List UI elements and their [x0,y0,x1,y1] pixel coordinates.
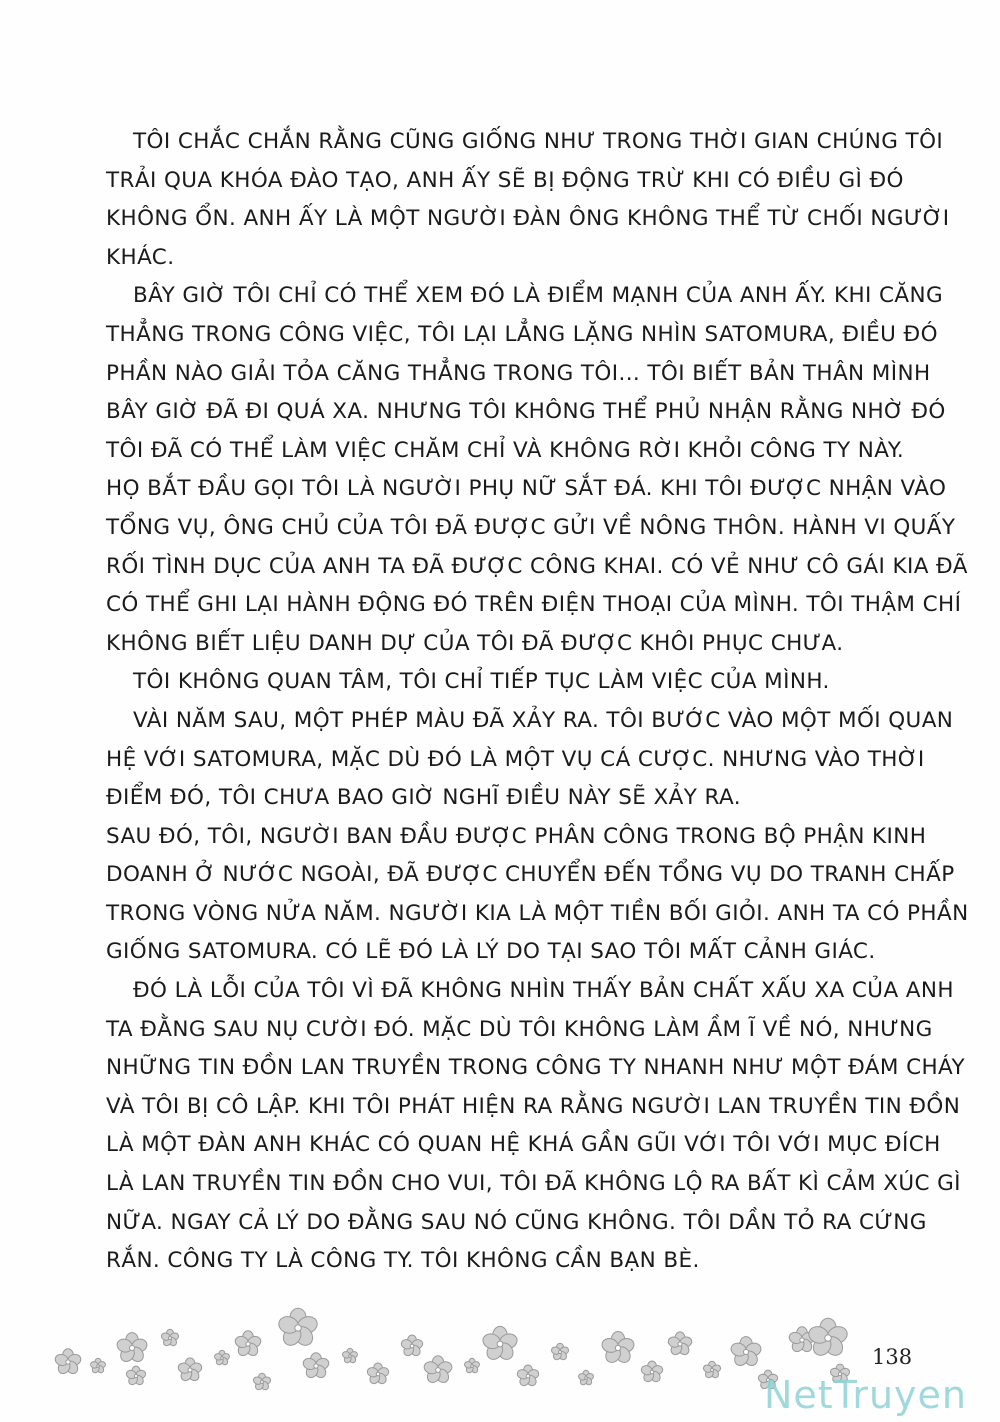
text-line: ĐÓ LÀ LỖI CỦA TÔI VÌ ĐÃ KHÔNG NHÌN THẤY BẢN CHẤT XẤU XA CỦA ANH [133,978,954,1004]
flower-icon [214,1350,231,1366]
flower-icon [640,1361,664,1384]
text-line: TÔI KHÔNG QUAN TÂM, TÔI CHỈ TIẾP TỤC LÀM VIỆC CỦA MÌNH. [133,669,830,695]
flower-icon [703,1361,722,1379]
flower-icon [516,1365,540,1388]
flower-border-decoration [40,1300,860,1395]
text-line: VÀI NĂM SAU, MỘT PHÉP MÀU ĐÃ XẢY RA. TÔI BƯỚC VÀO MỘT MỐI QUAN [133,707,954,733]
flower-icon [115,1333,148,1365]
text-line: TA ĐẰNG SAU NỤ CƯỜI ĐÓ. MẶC DÙ TÔI KHÔNG LÀM ẦM Ĩ VỀ NÓ, NHƯNG [106,1016,933,1042]
flower-icon [277,1308,320,1349]
flower-icon [464,1358,481,1374]
flower-icon [481,1326,519,1362]
text-line: THẲNG TRONG CÔNG VIỆC, TÔI LẠI LẲNG LẶNG NHÌN SATOMURA, ĐIỀU ĐÓ [106,321,938,347]
flower-icon [807,1318,850,1359]
text-line: DOANH Ở NƯỚC NGOÀI, ĐÃ ĐƯỢC CHUYỂN ĐẾN TỔNG VỤ DO TRANH CHẤP [106,862,955,888]
body-text [106,123,969,1281]
text-line: LÀ LAN TRUYỀN TIN ĐỒN CHO VUI, TÔI ĐÃ KHÔNG LỘ RA BẤT KÌ CẢM XÚC GÌ [106,1171,961,1197]
text-line: ĐIỂM ĐÓ, TÔI CHƯA BAO GIỜ NGHĨ ĐIỀU NÀY SẼ XẢY RA. [106,785,741,811]
text-line: GIỐNG SATOMURA. CÓ LẼ ĐÓ LÀ LÝ DO TẠI SAO TÔI MẤT CẢNH GIÁC. [106,939,876,965]
text-line: NHỮNG TIN ĐỒN LAN TRUYỀN TRONG CÔNG TY NHANH NHƯ MỘT ĐÁM CHÁY [106,1055,966,1081]
flower-icon [90,1358,107,1374]
flower-icon [729,1337,762,1369]
page-number: 138 [872,1345,913,1369]
flower-icon [54,1349,82,1376]
flower-icon [177,1358,203,1383]
flower-icon [600,1332,636,1366]
text-line: KHÔNG ỔN. ANH ẤY LÀ MỘT NGƯỜI ĐÀN ÔNG KHÔNG THỂ TỪ CHỐI NGƯỜI [106,206,950,232]
text-line: TÔI CHẮC CHẮN RẰNG CŨNG GIỐNG NHƯ TRONG THỜI GIAN CHÚNG TÔI [133,129,944,154]
flower-icon [161,1329,180,1347]
text-line: RỐI TÌNH DỤC CỦA ANH TA ĐÃ ĐƯỢC CÔNG KHAI. CÓ VẺ NHƯ CÔ GÁI KIA ĐÃ [106,553,968,579]
flower-border-svg [40,1300,860,1395]
text-line: KHÔNG BIẾT LIỆU DANH DỰ CỦA TÔI ĐÃ ĐƯỢC KHÔI PHỤC CHƯA. [106,630,844,656]
text-line: KHÁC. [106,244,175,270]
flower-icon [234,1331,262,1358]
text-line: TỔNG VỤ, ÔNG CHỦ CỦA TÔI ĐÃ ĐƯỢC GỬI VỀ NÔNG THÔN. HÀNH VI QUẤY [106,514,956,540]
text-line: TRẢI QUA KHÓA ĐÀO TẠO, ANH ẤY SẼ BỊ ĐỘNG TRỪ KHI CÓ ĐIỀU GÌ ĐÓ [106,167,904,193]
text-line: RẮN. CÔNG TY LÀ CÔNG TY. TÔI KHÔNG CẦN BẠN BÈ. [106,1248,700,1274]
flower-icon [366,1363,390,1386]
text-line: HỆ VỚI SATOMURA, MẶC DÙ ĐÓ LÀ MỘT VỤ CÁ CƯỢC. NHƯNG VÀO THỜI [106,746,925,772]
text-line: HỌ BẮT ĐẦU GỌI TÔI LÀ NGƯỜI PHỤ NỮ SẮT ĐÁ. KHI TÔI ĐƯỢC NHẬN VÀO [106,476,947,502]
flower-icon [667,1332,693,1357]
flower-icon [253,1373,272,1391]
text-line: TÔI ĐÃ CÓ THỂ LÀM VIỆC CHĂM CHỈ VÀ KHÔNG RỜI KHỎI CÔNG TY NÀY. [106,437,905,463]
text-line: LÀ MỘT ĐÀN ANH KHÁC CÓ QUAN HỆ KHÁ GẦN GŨI VỚI TÔI VỚI MỤC ĐÍCH [106,1132,941,1158]
text-line: PHẦN NÀO GIẢI TỎA CĂNG THẲNG TRONG TÔI... TÔI BIẾT BẢN THÂN MÌNH [106,360,931,386]
flower-icon [342,1348,359,1364]
flower-icon [302,1353,330,1380]
flower-icon [125,1366,146,1386]
flower-icon [578,1370,595,1386]
text-line: TRONG VÒNG NỬA NĂM. NGƯỜI KIA LÀ MỘT TIỀN BỐI GIỎI. ANH TA CÓ PHẦN [106,900,969,926]
flower-icon [400,1335,424,1358]
watermark-logo: NetTruyen [764,1373,967,1417]
text-line: BÂY GIỜ TÔI CHỈ CÓ THỂ XEM ĐÓ LÀ ĐIỂM MẠNH CỦA ANH ẤY. KHI CĂNG [133,283,944,309]
text-line: BÂY GIỜ ĐÃ ĐI QUÁ XA. NHƯNG TÔI KHÔNG THỂ PHỦ NHẬN RẰNG NHỜ ĐÓ [106,399,946,425]
flower-icon [551,1343,570,1361]
text-line: CÓ THỂ GHI LẠI HÀNH ĐỘNG ĐÓ TRÊN ĐIỆN THOẠI CỦA MÌNH. TÔI THẬM CHÍ [106,592,962,618]
text-line: VÀ TÔI BỊ CÔ LẬP. KHI TÔI PHÁT HIỆN RA RẰNG NGƯỜI LAN TRUYỀN TIN ĐỒN [106,1093,961,1119]
text-line: SAU ĐÓ, TÔI, NGƯỜI BAN ĐẦU ĐƯỢC PHÂN CÔNG TRONG BỘ PHẬN KINH [106,823,927,849]
text-line: NỮA. NGAY CẢ LÝ DO ĐẰNG SAU NÓ CŨNG KHÔNG. TÔI DẦN TỎ RA CỨNG [106,1209,927,1235]
flower-icon [423,1356,454,1385]
